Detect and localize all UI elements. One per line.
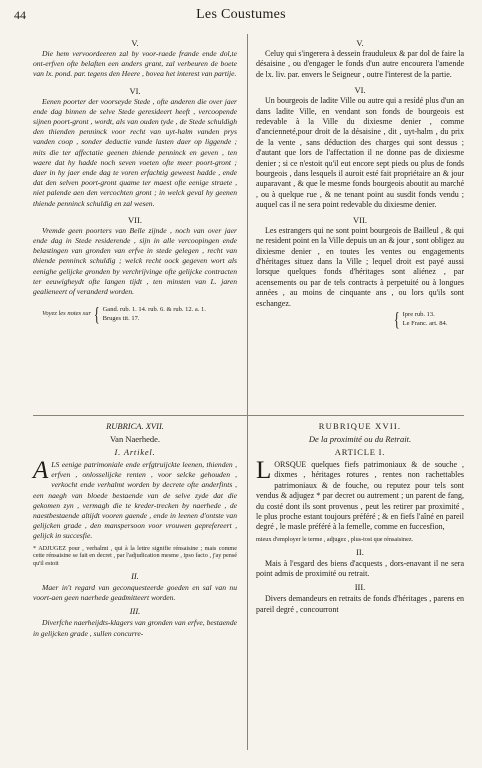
article-text: Divers demandeurs en retraits de fonds d'héritages , parens en pareil degré , concourront [256,594,464,614]
article-text [256,457,464,533]
reference-list [103,305,206,323]
section-divider [33,415,464,416]
section-heading: V. [356,38,364,48]
article-text [33,457,237,542]
section-heading: VII. [128,214,142,225]
cross-references [391,310,464,330]
section-heading: III. [354,582,366,593]
rubric-title: RUBRIQUE XVII. [318,421,402,431]
article-text: Die hem vervoordeeren zal by voor-raede frande ende dol,te ont-erfven ofte belaften een anders grant, zal verbeuren de boete van lx. pond. par. tegens den Heere , bovea het interest van partije. [33,49,237,79]
drop-cap: L [256,457,272,484]
article-text: Eenen poorter der voorseyde Stede , ofte anderen die over jaer ende dag binnen de selve Stede geresideert heeft , vercoopende sijnen poort-gront , wordt, als van ouden tyde , de Stede schuldigh den thienden penninck voor recht van uyt-halm vanden prys vanden coop , sonder deductie vande lasten daer op liggende ; mits die ter affectatie geenen thiende penninck en geven , ten waere dat hy hadde noch seven voeten ofte meer poort-gront ; daer in hy jaer ende dag te voren erfachtig geweest hadde , ende dat den selven poort-gront quame ter maest ofte eenige straete , niet palende aen den vercochten gront ; in welck geval hy geenen thiende penninck schuldig en zal wesen. [33,96,237,208]
french-column-top [256,37,464,330]
section-heading: II. [131,571,139,582]
rubric-title [33,421,237,431]
flemish-column-top [33,37,237,325]
article-body: ORSQUE quelques fiefs patrimoniaux & de souche , dixmes , héritages rotures , rentes non rachettables patrimoniaux & de fouche, ou reputez pour tels sont vendus & adjugez * par decret ou autrement ; un parent de fang, du costé dont ils sont provenus , peut les retirer par proximité , le plus proche estant toujours préféré ; & en fiefs l'aîné en pareil degré , le masle préféré à la femelle, comme en fuccesfion, [256,460,464,532]
page-number: 44 [14,8,26,22]
rubric-label: RUBRICA. XVII. [106,421,164,431]
section-heading: III. [129,606,141,617]
reference: Bruges tit. 17. [102,314,140,322]
section-heading: VI. [354,85,366,96]
article-text: Celuy qui s'ingerera à dessein frauduleux & par dol de faire la désaisine , ou d'engager le fonds d'un autre encourera l'amende de lx. liv. par. envers le Seigneur , outre l'interest de la partie. [256,49,464,79]
brace-glyph: { [393,308,400,331]
rubric-subtitle: Van Naerhede. [109,434,161,444]
running-title: Les Coustumes [196,7,286,22]
drop-cap: A [33,457,49,484]
french-column-bottom [256,421,464,615]
cross-references [33,305,237,325]
article-heading: I. Artikel. [114,447,156,457]
article-text: Mais à l'esgard des biens d'acquests , dors-enavant il ne sera point admis de proximité ou retrait. [256,558,464,579]
reference-list [403,311,448,328]
article-text: Les estrangers qui ne sont point bourgeois de Bailleul , & qui ne resident point en la Ville depuis un an & jour , sont obligez au dixiesme denier , en toutes les ventes ou engagements d'héritages situez dans la Ville ; lequel droit est payé aussi lorsque quelques fonds d'héritages sont aliénez , par acensements ou par de tels contracts à perpetuité ou à longues années , au moins de cinquante ans , ou lors qu'ils sont eschangez. [256,225,464,308]
footnote: mieux d'employer le terme , adjugez , plus-tost que rénsaisinez. [256,535,414,543]
article-body: LS eenige patrimoniale ende erfgtruijckte leenen, thienden , erfven , onlosselijcke renten , voor selcke gehouden , verkocht ende verhalmt worden by decrete ofte anderfints , een naegh van bloede bestaende van de selve zyde dat die gekomen zyn , vermagh die te kreder-trecken by naerhede , de naestbestaende altijdt vooren gaende , ende in leenen d'ontste van gelijcken grade , den manspersoon voor vrouwen geprefereert , gelijck in succesfie. [33,460,237,541]
article-text: Un bourgeois de ladite Ville ou autre qui a resídé plus d'un an dans ladite Ville, en vendant son fonds de bourgeois est redevable à la Ville du dixiesme denier , comme d'ancienneté,pour droit de la désaisine , dit , uyt-halm , du prix de la vente , sans déduction des charges qui sont dessus ; d'autant que lors de l'affectation il ne donne pas de dixiesme denier ; si ce n'estoit qu'il eut encore sept pieds ou plus de fonds bourgeois , dans lesquels il auroit esté fait propriétaire an & jour auparavant , & que le mesme fonds bourgeois aboutit au marché , ou à quelque rue , & ne tenant point au susdit fonds vendu ; auquel cas il ne sera point redevable du dixiesme denier. [256,96,464,210]
flemish-column-bottom [33,421,237,639]
section-heading: VII. [353,214,367,225]
reference: Ipre rub. 13. [402,311,435,319]
column-divider [247,34,248,750]
footnote: * ADJUGEZ pour , verhalmt , qui à la lettre signifie rénsaisine ; mais comme cette rénsaisine se fait en decret , par l'adjudication mesme , ipso facto , j'ay pensé qu'il estoit [33,544,237,568]
notes-label: Voyez les notes sur [42,310,91,318]
section-heading: V. [131,38,139,48]
reference: Le Franc. art. 84. [402,319,448,327]
article-text: Maer in't regard van geconquesteerde goeden en sal van nu voort-aen geen naerhede geadmitteert worden. [33,583,237,603]
section-heading: VI. [129,85,141,96]
rubric-subtitle: De la proximité ou du Retrait. [308,434,412,444]
section-heading: II. [356,546,364,557]
article-text: Diverfche naerheijdts-klagers van gronden van erfve, bestaende in gelijcken grade , sullen concurre- [33,618,237,638]
brace-glyph: { [93,304,100,327]
article-heading: ARTICLE I. [334,447,386,457]
article-text: Vremde geen poorters van Belle zijnde , noch van over jaer ende dag in Stede residerende , sijn in alle vercoopingen ende belastingen van gronden van erfve in stede gelegen , recht van thiende penninck schuldig ; welck recht oock gegeven wort als eenighe gelijcke gronden by verchrijvinge ofte gelijcke contracten ter eeuwigheydt ofte langen tijdt , ten minsten van L. jaren gealieneert of veranderd worden. [33,225,237,297]
reference: Gand. rub. 1. 14. rub. 6. & rub. 12. a. 1. [102,306,206,314]
